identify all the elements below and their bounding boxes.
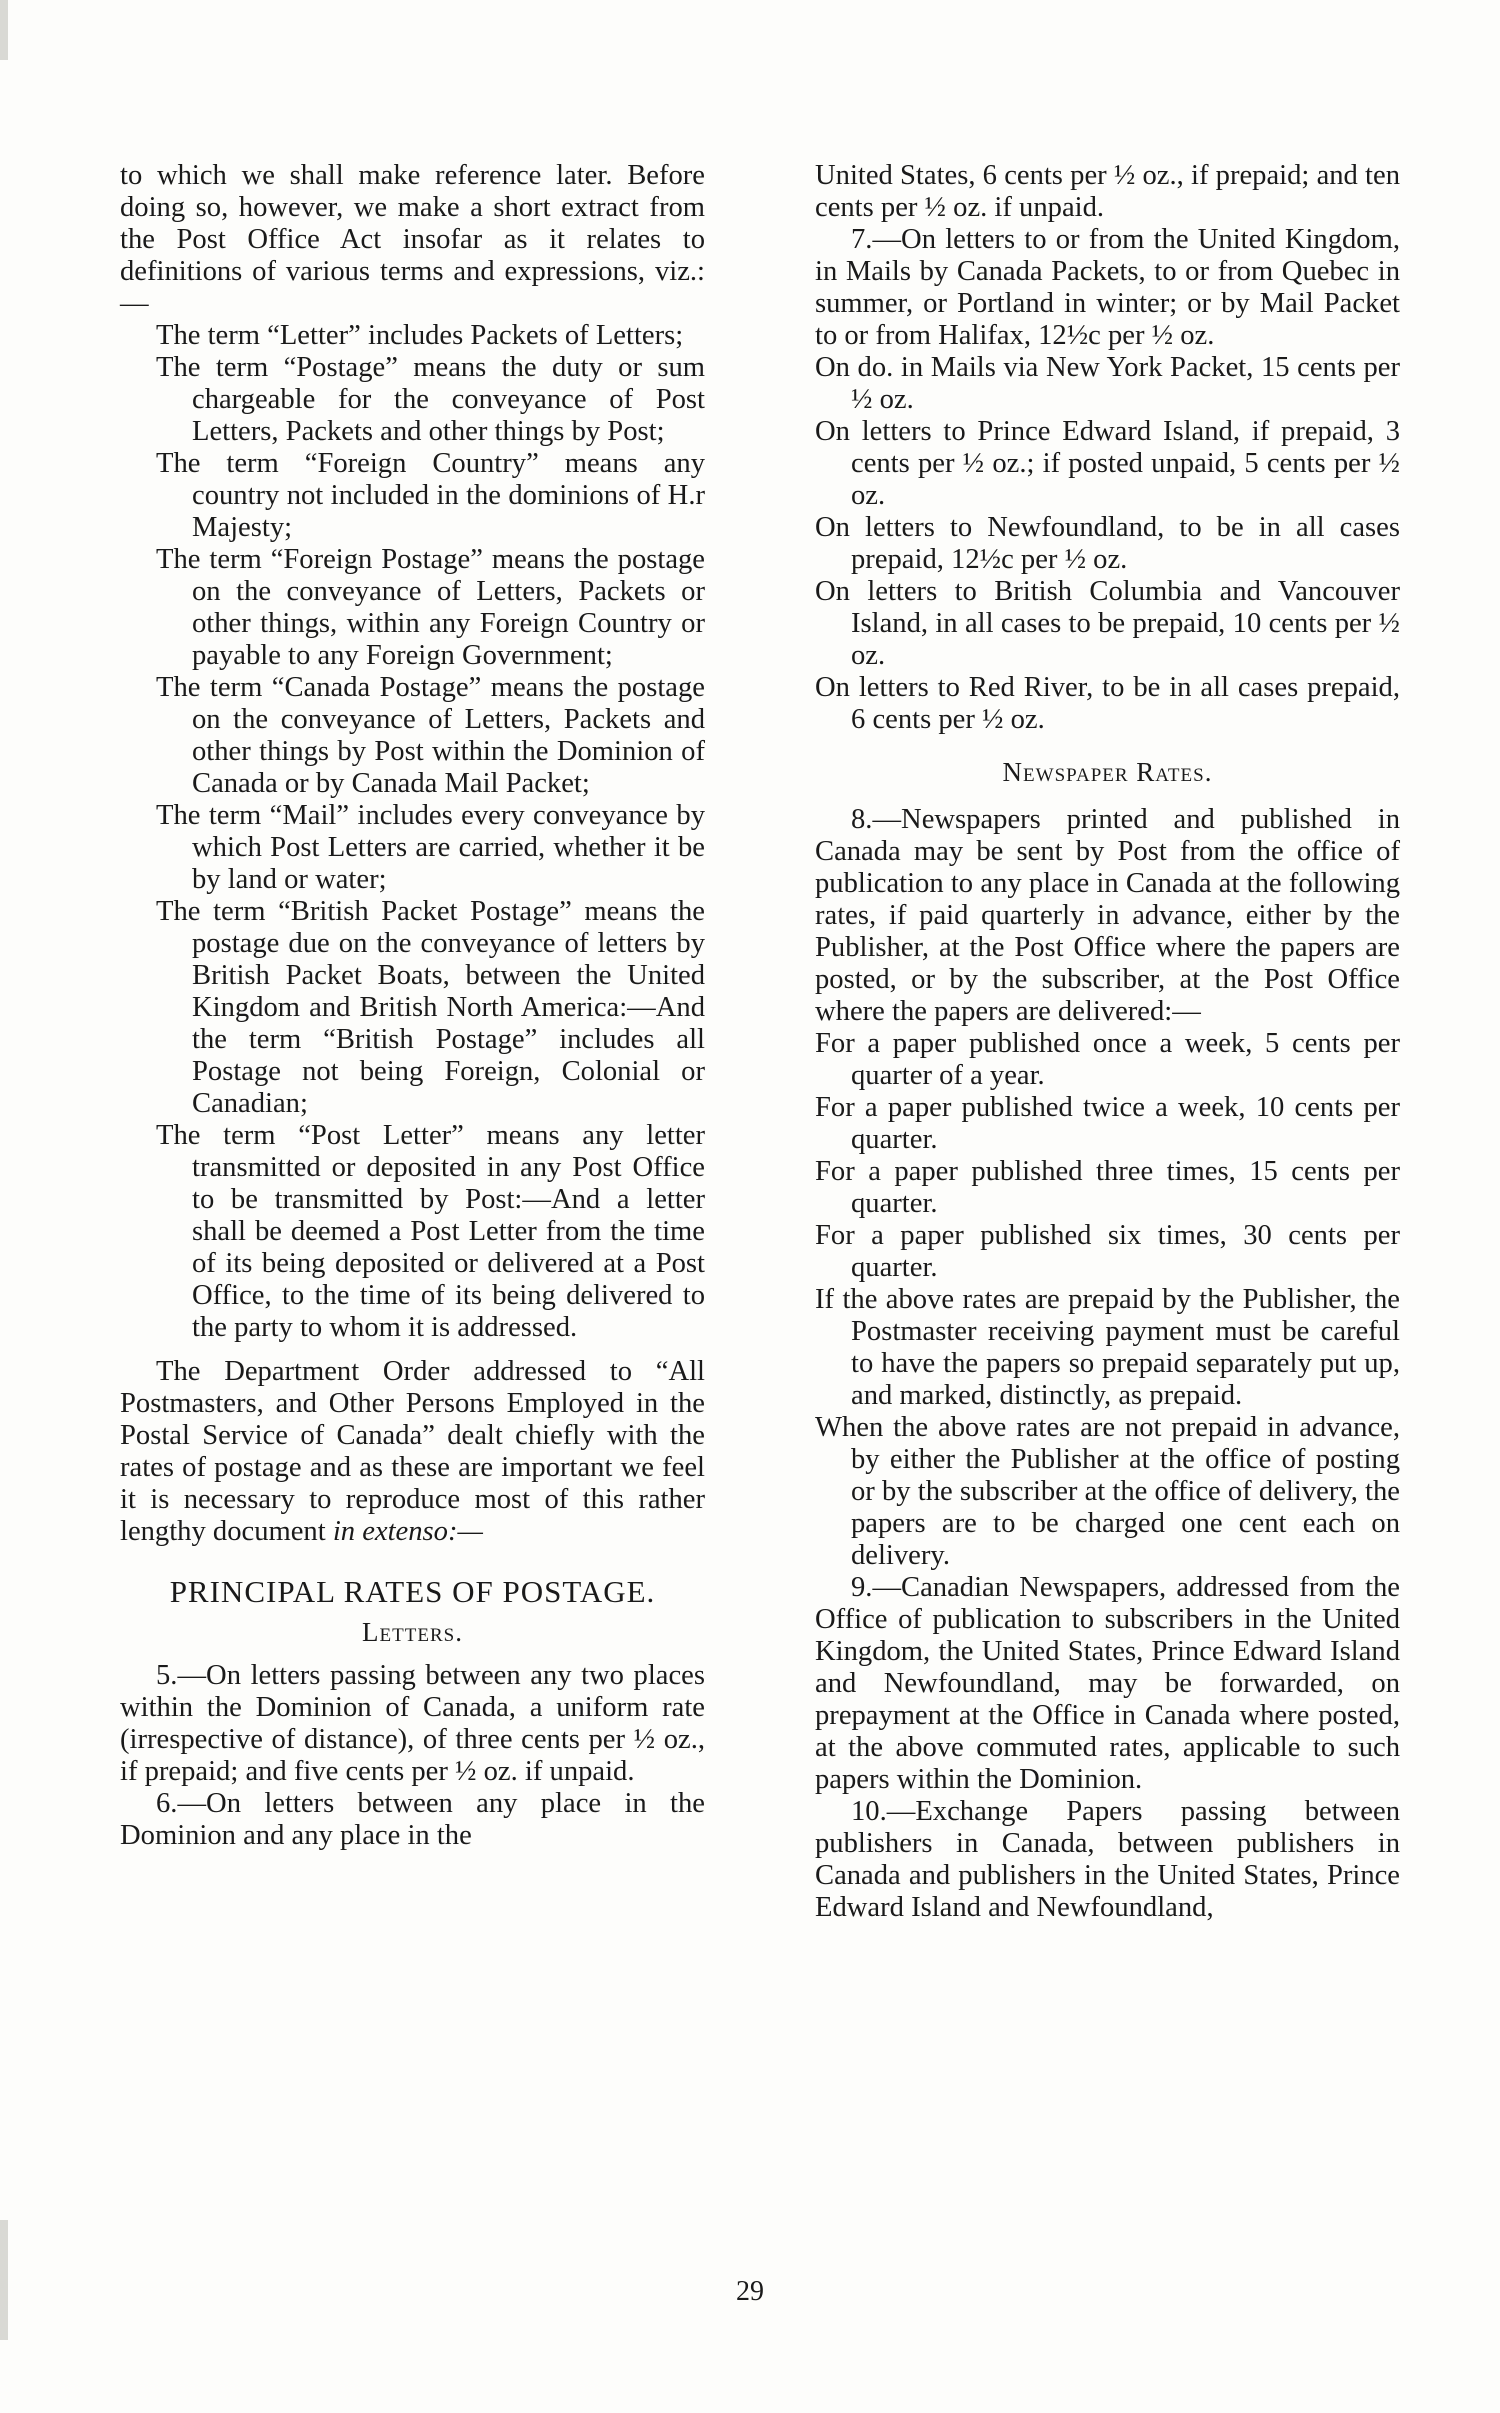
rule-8: 8.—Newspapers printed and published in Canada may be sent by Post from the office of publication to any place in Canada at the following rates, if paid quarterly in advance, either by the Publisher, at the Post Office where the papers are posted, or by the subscriber, at the Post Office where the papers are delivered:— [815,804,1400,1027]
newspaper-rate-three-times: For a paper published three times, 15 cents per quarter. [815,1156,1400,1219]
newspaper-rate-once-week: For a paper published once a week, 5 cents per quarter of a year. [815,1028,1400,1091]
definition-mail: The term “Mail” includes every conveyance by which Post Letters are carried, whether it be by land or water; [156,800,705,895]
newspaper-rate-six-times: For a paper published six times, 30 cents per quarter. [815,1220,1400,1283]
rule-7: 7.—On letters to or from the United Kingdom, in Mails by Canada Packets, to or from Quebec in summer, or Portland in winter; or by Mail Packet to or from Halifax, 12½c per ½ oz. [815,224,1400,351]
letter-rate-newfoundland: On letters to Newfoundland, to be in all cases prepaid, 12½c per ½ oz. [815,512,1400,575]
definition-post-letter: The term “Post Letter” means any letter transmitted or deposited in any Post Office to be transmitted by Post:—And a letter shall be deemed a Post Letter from the time of its being deposited or delivered at a Post Office, to the time of its being delivered to the party to whom it is addressed. [156,1120,705,1343]
rule-10-start: 10.—Exchange Papers passing between publishers in Canada, between publishers in Canada and publishers in the United States, Prince Edward Island and Newfoundland, [815,1796,1400,1923]
rule-5: 5.—On letters passing between any two places within the Dominion of Canada, a uniform rate (irrespective of distance), of three cents per ½ oz., if prepaid; and five cents per ½ oz. if unpaid. [120,1660,705,1787]
department-order-text: The Department Order addressed to “All Postmasters, and Other Persons Employed in the Postal Service of Canada” dealt chiefly with the rates of postage and as these are important we feel it is necessary to reproduce most of this rather lengthy document [120,1356,705,1547]
left-column [120,160,705,1852]
letter-rate-red-river: On letters to Red River, to be in all cases prepaid, 6 cents per ½ oz. [815,672,1400,735]
principal-rates-heading: PRINCIPAL RATES OF POSTAGE. [169,1574,656,1609]
definition-letter: The term “Letter” includes Packets of Letters; [156,320,684,351]
rule-6-start: 6.—On letters between any place in the Dominion and any place in the [120,1788,705,1851]
page-number: 29 [736,2276,764,2307]
definition-canada-postage: The term “Canada Postage” means the postage on the conveyance of Letters, Packets and other things by Post within the Dominion of Canada or by Canada Mail Packet; [156,672,705,799]
department-order-paragraph [120,1356,705,1548]
newspaper-prepaid-note: If the above rates are prepaid by the Publisher, the Postmaster receiving payment must be careful to have the papers so prepaid separately put up, and marked, distinctly, as prepaid. [815,1284,1400,1411]
letter-rate-new-york: On do. in Mails via New York Packet, 15 cents per ½ oz. [815,352,1400,415]
newspaper-rate-twice-week: For a paper published twice a week, 10 cents per quarter. [815,1092,1400,1155]
margin-speck-top [0,0,8,60]
newspaper-rates-heading: Newspaper Rates. [1002,757,1213,787]
definition-british-packet-postage: The term “British Packet Postage” means the postage due on the conveyance of letters by British Packet Boats, between the United Kingdom and British North America:—And the term “British Postage” includes all Postage not being Foreign, Colonial or Canadian; [156,896,705,1119]
letter-rate-british-columbia: On letters to British Columbia and Vancouver Island, in all cases to be prepaid, 10 cents per ½ oz. [815,576,1400,671]
rule-9: 9.—Canadian Newspapers, addressed from the Office of publication to subscribers in the United Kingdom, the United States, Prince Edward Island and Newfoundland, may be forwarded, on prepayment at the Office in Canada where posted, at the above commuted rates, applicable to such papers within the Dominion. [815,1572,1400,1795]
letters-heading: Letters. [362,1617,463,1647]
newspaper-not-prepaid-note: When the above rates are not prepaid in advance, by either the Publisher at the office of posting or by the subscriber at the office of delivery, the papers are to be charged one cent each on delivery. [815,1412,1400,1571]
definition-postage: The term “Postage” means the duty or sum chargeable for the conveyance of Post Letters, Packets and other things by Post; [156,352,705,447]
letter-rates-list [815,352,1400,736]
in-extenso-italic: in extenso:— [332,1516,483,1547]
intro-paragraph: to which we shall make reference later. Before doing so, however, we make a short extract from the Post Office Act insofar as it relates to definitions of various terms and expressions, viz.:— [120,160,705,319]
definitions-list [120,320,705,1344]
rule-6-end: United States, 6 cents per ½ oz., if prepaid; and ten cents per ½ oz. if unpaid. [815,160,1400,223]
newspaper-rates-list [815,1028,1400,1572]
definition-foreign-postage: The term “Foreign Postage” means the postage on the conveyance of Letters, Packets or other things, within any Foreign Country or payable to any Foreign Government; [156,544,705,671]
definition-foreign-country: The term “Foreign Country” means any country not included in the dominions of H.r Majesty; [156,448,705,543]
letter-rate-prince-edward-island: On letters to Prince Edward Island, if prepaid, 3 cents per ½ oz.; if posted unpaid, 5 cents per ½ oz. [815,416,1400,511]
right-column [815,160,1400,1924]
